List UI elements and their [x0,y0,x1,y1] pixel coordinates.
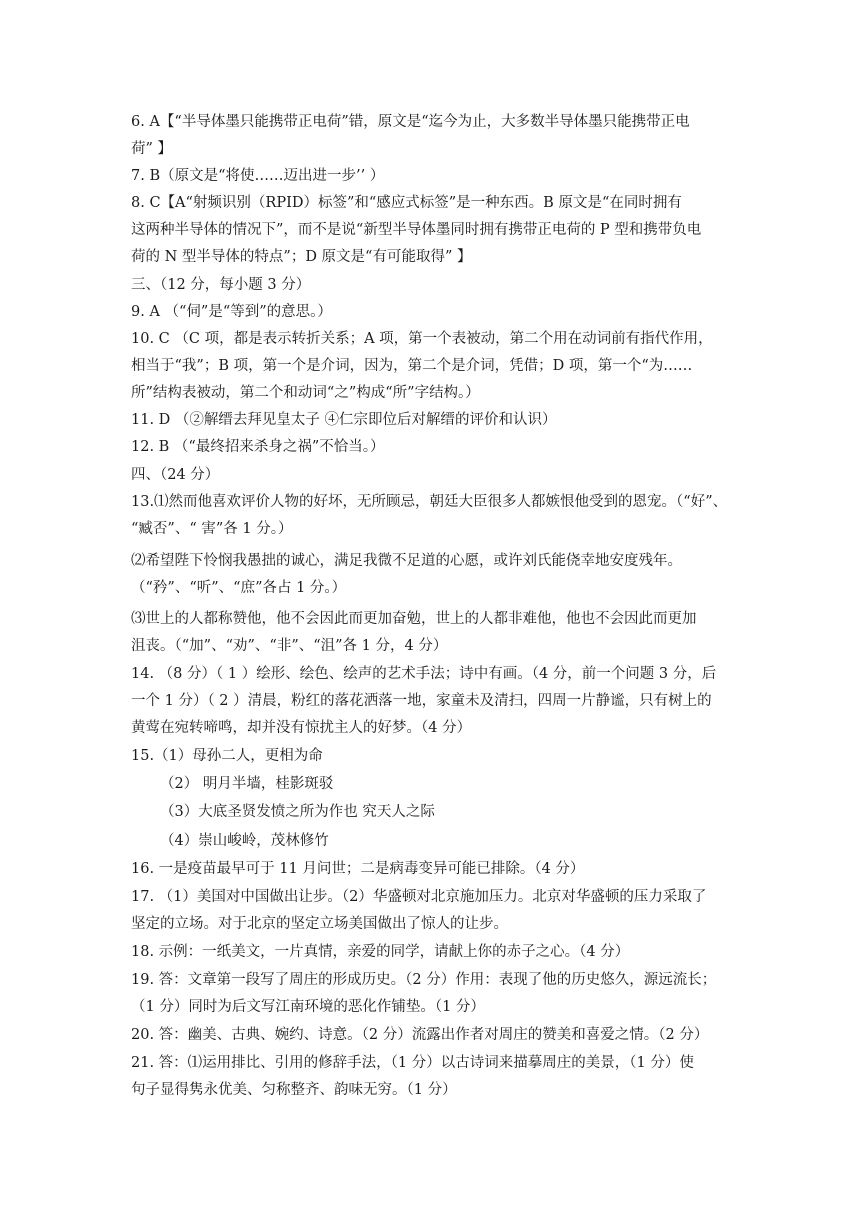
answer-14-line-2: 一个 1 分）（ 2 ）清晨，粉红的落花洒落一地，家童未及清扫，四周一片静谧，只有树上的 [131,693,712,709]
answer-10-line-1: 10. C （C 项，都是表示转折关系；A 项，第一个表被动，第二个用在动词前有指代作用， [131,331,713,347]
answer-11: 11. D （②解缙去拜见皇太子 ④仁宗即位后对解缙的评价和认识） [131,412,557,428]
answer-16: 16. 一是疫苗最早可于 11 月问世；二是病毒变异可能已排除。（4 分） [131,861,585,877]
answer-8-line-1: 8. C【A“射频识别（RPID）标签”和“感应式标签”是一种东西。B 原文是“在同时拥有 [131,195,682,211]
answer-13-2-line-2: （“矜”、“听”、“庶”各占 1 分。） [131,580,347,596]
answer-13-3-line-2: 沮丧。（“加”、“劝”、“非”、“沮”各 1 分，4 分） [131,638,448,654]
answer-7: 7. B（原文是“将使……迈出进一步’’ ） [131,168,385,184]
answer-13-1-line-2: “臧否”、“ 害”各 1 分。） [131,521,293,537]
answer-13-1-line-1: 13.⑴然而他喜欢评价人物的好坏，无所顾忌，朝廷大臣很多人都嫉恨他受到的恩宠。（“好”、 [131,494,728,510]
answer-14-line-3: 黄莺在宛转啼鸣，却并没有惊扰主人的好梦。（4 分） [131,720,472,736]
answer-18: 18. 示例：一纸美文，一片真情，亲爱的同学，请献上你的赤子之心。（4 分） [131,944,630,960]
section-3-heading: 三、（12 分，每小题 3 分） [131,277,311,293]
answer-17-line-2: 坚定的立场。对于北京的坚定立场美国做出了惊人的让步。 [131,916,508,932]
answer-15-3: （3）大底圣贤发愤之所为作也 究天人之际 [160,804,435,820]
answer-21-line-2: 句子显得隽永优美、匀称整齐、韵味无穷。（1 分） [131,1082,457,1098]
answer-9: 9. A （“伺”是“等到”的意思。） [131,304,332,320]
answer-20: 20. 答：幽美、古典、婉约、诗意。（2 分）流露出作者对周庄的赞美和喜爱之情。（2 分） [131,1027,709,1043]
answer-21-line-1: 21. 答：⑴运用排比、引用的修辞手法，（1 分）以古诗词来描摹周庄的美景，（1 分）使 [131,1055,694,1071]
answer-10-line-3: 所”结构表被动，第二个和动词“之”构成“所”字结构。） [131,385,480,401]
answer-19-line-1: 19. 答：文章第一段写了周庄的形成历史。（2 分）作用：表现了他的历史悠久，源远流长； [131,972,717,988]
answer-8-line-3: 荷的 N 型半导体的特点”；D 原文是“有可能取得” 】 [131,249,472,265]
answer-17-line-1: 17. （1）美国对中国做出让步。（2）华盛顿对北京施加压力。北京对华盛顿的压力采取了 [131,889,707,905]
answer-15-4: （4）崇山峻岭，茂林修竹 [160,833,329,849]
answer-14-line-1: 14. （8 分）（ 1 ）绘形、绘色、绘声的艺术手法；诗中有画。（4 分，前一个问题 3 分，后 [131,666,717,682]
answer-19-line-2: （1 分）同时为后文写江南环境的恶化作铺垫。（1 分） [131,999,485,1015]
answer-13-3-line-1: ⑶世上的人都称赞他，他不会因此而更加奋勉，世上的人都非难他，他也不会因此而更加 [131,611,697,627]
answer-10-line-2: 相当于“我”；B 项，第一个是介词，因为，第二个是介词，凭借；D 项，第一个“为…… [131,358,693,374]
answer-15-1: 15.（1）母孙二人，更相为命 [131,748,323,764]
answer-6-line-1: 6. A【“半导体墨只能携带正电荷”错，原文是“迄今为止，大多数半导体墨只能携带正电 [131,114,690,130]
answer-12: 12. B （“最终招来杀身之祸”不恰当。） [131,439,385,455]
answer-8-line-2: 这两种半导体的情况下”，而不是说“新型半导体墨同时拥有携带正电荷的 P 型和携带负电 [131,222,702,238]
section-4-heading: 四、（24 分） [131,467,220,483]
answer-6-line-2: 荷” 】 [131,141,173,157]
answer-15-2: （2） 明月半墙，桂影斑驳 [160,776,334,792]
answer-13-2-line-1: ⑵希望陛下怜悯我愚拙的诚心，满足我微不足道的心愿，或许刘氏能侥幸地安度残年。 [131,553,682,569]
